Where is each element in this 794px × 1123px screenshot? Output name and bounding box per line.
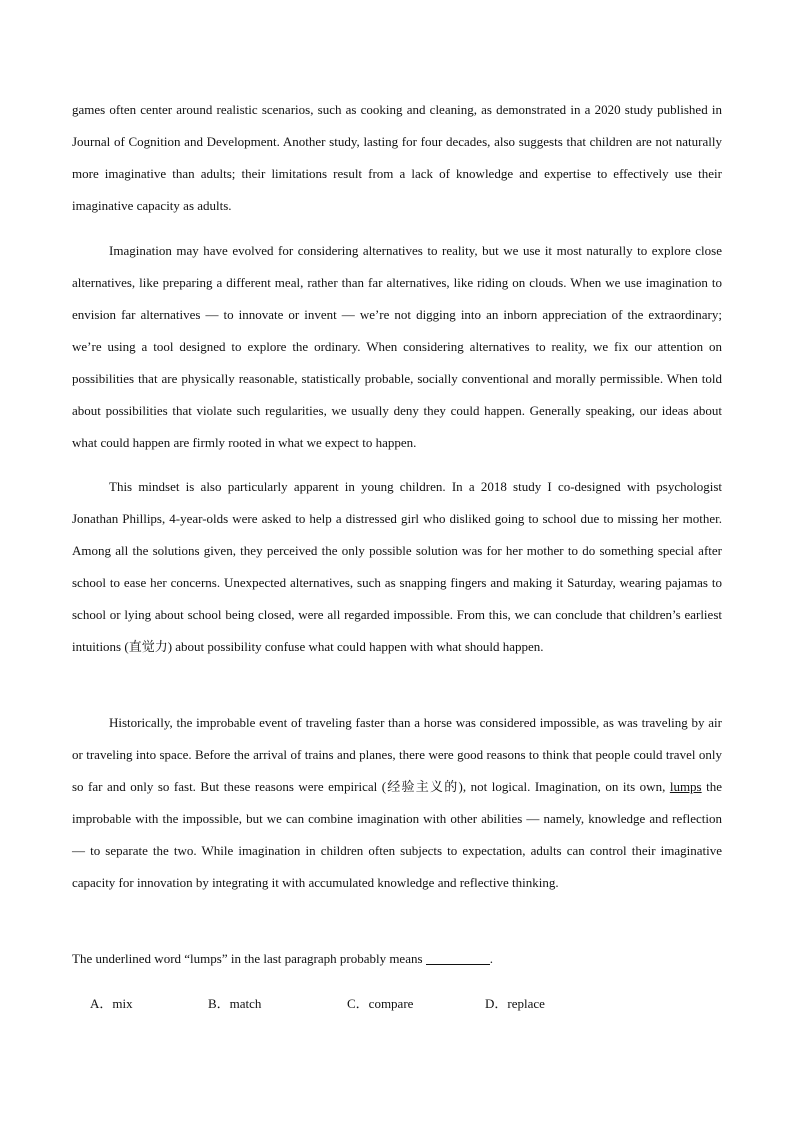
question-stem bbox=[72, 946, 493, 972]
option-d-text: replace bbox=[507, 996, 545, 1011]
option-a-letter: A． bbox=[90, 996, 113, 1011]
answer-blank bbox=[426, 950, 490, 965]
option-c-text: compare bbox=[368, 996, 414, 1011]
option-c-letter: C． bbox=[347, 996, 369, 1011]
question-text: The underlined word “lumps” in the last paragraph probably means bbox=[72, 951, 423, 966]
underlined-word: lumps bbox=[669, 779, 702, 794]
option-a[interactable] bbox=[90, 991, 133, 1017]
option-b-letter: B． bbox=[208, 996, 230, 1011]
paragraph-4-text-start: Historically, the improbable event of traveling faster than a horse was considered impossible, as was traveling by air or traveling into space. Before the arrival of trains and planes, there were good reasons to think that people could travel only so far and only so fast. But these reasons were empirical (经验主义的), not logical. Imagination, on its own, bbox=[72, 715, 722, 794]
option-c[interactable] bbox=[347, 991, 413, 1017]
option-d[interactable] bbox=[485, 991, 545, 1017]
paragraph-2: Imagination may have evolved for considering alternatives to reality, but we use it most naturally to explore close alternatives, like preparing a different meal, rather than far alternatives, like riding on clouds. When we use imagination to envision far alternatives — to innovate or invent — we’re not digging into an inborn appreciation of the extraordinary; we’re using a tool designed to explore the ordinary. When considering alternatives to reality, we fix our attention on possibilities that are physically reasonable, statistically probable, socially conventional and morally permissible. When told about possibilities that violate such regularities, we usually deny they could happen. Generally speaking, our ideas about what could happen are firmly rooted in what we expect to happen. bbox=[72, 243, 722, 450]
answer-options bbox=[0, 991, 794, 1017]
option-b-text: match bbox=[229, 996, 262, 1011]
paragraph-3: This mindset is also particularly apparent in young children. In a 2018 study I co-designed with psychologist Jonathan Phillips, 4-year-olds were asked to help a distressed girl who disliked going to school due to missing her mother. Among all the solutions given, they perceived the only possible solution was for her mother to do something special after school to ease her concerns. Unexpected alternatives, such as snapping fingers and making it Saturday, wearing pajamas to school or lying about school being closed, were all regarded impossible. From this, we can conclude that children’s earliest intuitions (直觉力) about possibility confuse what could happen with what should happen. bbox=[72, 479, 722, 654]
option-b[interactable] bbox=[208, 991, 261, 1017]
paragraph-4-text-end: the improbable with the impossible, but we can combine imagination with other abilities — namely, knowledge and reflection — to separate the two. While imagination in children often subjects to expectation, adults can control their imaginative capacity for innovation by integrating it with accumulated knowledge and reflective thinking. bbox=[72, 779, 723, 890]
option-d-letter: D． bbox=[485, 996, 508, 1011]
paragraph-4 bbox=[72, 707, 722, 899]
option-a-text: mix bbox=[112, 996, 133, 1011]
question-end-punct: . bbox=[489, 951, 494, 966]
paragraph-1: games often center around realistic scenarios, such as cooking and cleaning, as demonstrated in a 2020 study published in Journal of Cognition and Development. Another study, lasting for four decades, also suggests that children are not naturally more imaginative than adults; their limitations result from a lack of knowledge and expertise to effectively use their imaginative capacity as adults. bbox=[72, 102, 722, 213]
